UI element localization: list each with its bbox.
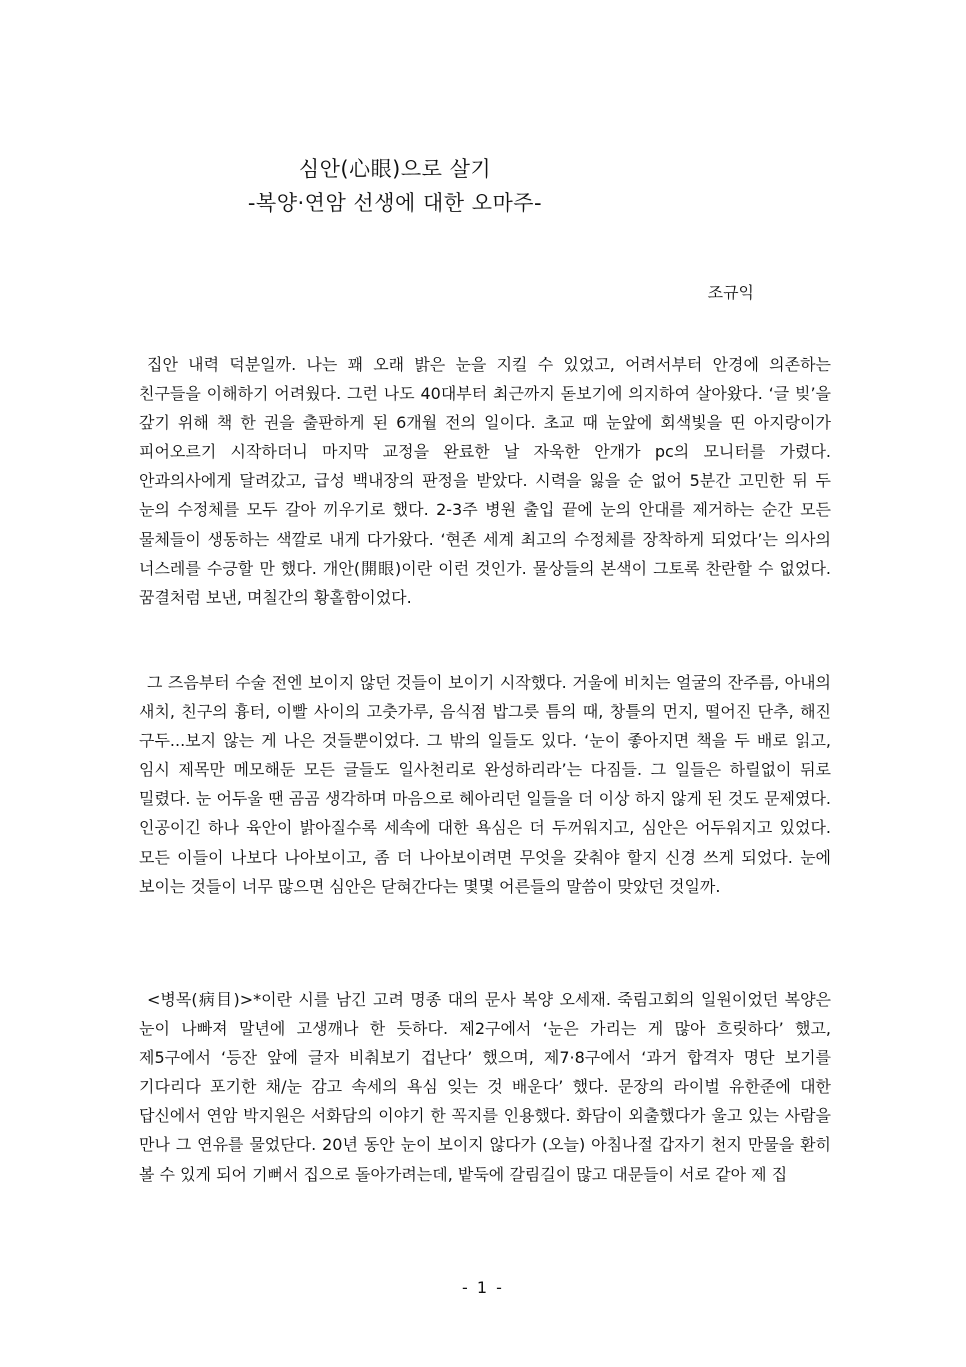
page-number: - 1 - [462,1278,504,1297]
paragraph-3-text: <병목(病目)>*이란 시를 남긴 고려 명종 대의 문사 복양 오세재. 죽림고회의 일원이었던 복양은 눈이 나빠져 말년에 고생깨나 한 듯하다. 제2구에서 ‘눈은 가리는 게 많아 흐릿하다’ 했고, 제5구에서 ‘등잔 앞에 글자 비춰보기 겁난다’ 했으며, 제7·8구에서 ‘과거 합격자 명단 보기를 기다리다 포기한 채/눈 감고 속세의 욕심 잊는 것 배운다’ 했다. 문장의 라이벌 유한준에 대한 답신에서 연암 박지원은 서화담의 이야기 한 꼭지를 인용했다. 화담이 외출했다가 울고 있는 사람을 만나 그 연유를 물었단다. 20년 동안 눈이 보이지 않다가 (오늘) 아침나절 갑자기 천지 만물을 환히 볼 수 있게 되어 기뻐서 집으로 돌아가려는데, 밭둑에 갈림길이 많고 대문들이 서로 같아 제 집 [139,990,831,1184]
paragraph-2-text: 그 즈음부터 수술 전엔 보이지 않던 것들이 보이기 시작했다. 거울에 비치는 얼굴의 잔주름, 아내의 새치, 친구의 흉터, 이빨 사이의 고춧가루, 음식점 밥그릇 틈의 때, 창틀의 먼지, 떨어진 단추, 해진 구두...보지 않는 게 나은 것들뿐이었다. 그 밖의 일들도 있다. ‘눈이 좋아지면 책을 두 배로 읽고, 임시 제목만 메모해둔 모든 글들도 일사천리로 완성하리라’는 다짐들. 그 일들은 하릴없이 뒤로 밀렸다. 눈 어두울 땐 곰곰 생각하며 마음으로 헤아리던 일들을 더 이상 하지 않게 된 것도 문제였다. 인공이긴 하나 육안이 밝아질수록 세속에 대한 욕심은 더 두꺼워지고, 심안은 어두워지고 있었다. 모든 이들이 나보다 나아보이고, 좀 더 나아보이려면 무엇을 갖춰야 할지 신경 쓰게 되었다. 눈에 보이는 것들이 너무 많으면 심안은 닫혀간다는 몇몇 어른들의 말씀이 맞았던 것일까. [139,673,831,896]
author-name: 조규익 [707,283,754,302]
paragraph-3 [139,985,831,1189]
paragraph-1 [139,350,831,612]
paragraph-2 [139,668,831,901]
document-title: 심안(心眼)으로 살기 [298,157,492,181]
document-subtitle: -복양·연암 선생에 대한 오마주- [247,191,543,215]
paragraph-1-text: 집안 내력 덕분일까. 나는 꽤 오래 밝은 눈을 지킬 수 있었고, 어려서부터 안경에 의존하는 친구들을 이해하기 어려웠다. 그런 나도 40대부터 최근까지 돋보기에 의지하여 살아왔다. ‘글 빚’을 갚기 위해 책 한 권을 출판하게 된 6개월 전의 일이다. 초교 때 눈앞에 회색빛을 띤 아지랑이가 피어오르기 시작하더니 마지막 교정을 완료한 날 자욱한 안개가 pc의 모니터를 가렸다. 안과의사에게 달려갔고, 급성 백내장의 판정을 받았다. 시력을 잃을 순 없어 5분간 고민한 뒤 두 눈의 수정체를 모두 갈아 끼우기로 했다. 2-3주 병원 출입 끝에 눈의 안대를 제거하는 순간 모든 물체들이 생동하는 색깔로 내게 다가왔다. ‘현존 세계 최고의 수정체를 장착하게 되었다’는 의사의 너스레를 수긍할 만 했다. 개안(開眼)이란 이런 것인가. 물상들의 본색이 그토록 찬란할 수 없었다. 꿈결처럼 보낸, 며칠간의 황홀함이었다. [139,355,831,607]
title-block [0,152,790,220]
